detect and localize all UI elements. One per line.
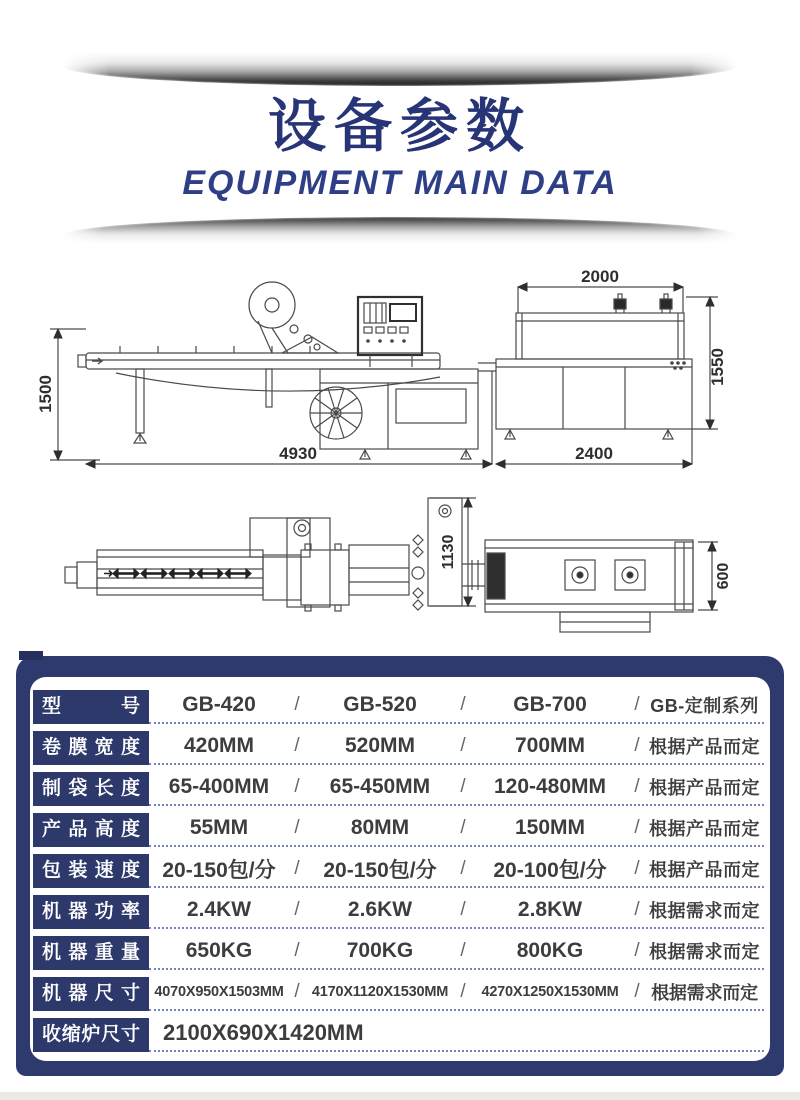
dim-1130: 1130 [440,535,457,570]
footer-strip [0,1092,800,1100]
spec-label: 包装速度 [33,854,149,888]
spec-value: 650KG [185,939,253,963]
spec-row-model [33,683,764,724]
spec-value: 4070X950X1503MM [154,984,284,1001]
slash-separator: / [634,940,640,962]
slash-separator: / [460,776,466,798]
spec-row-packing-speed [33,847,764,888]
spec-label: 收缩炉尺寸 [33,1018,149,1052]
header [0,0,800,243]
slash-separator: / [634,899,640,921]
spec-label: 产品高度 [33,813,149,847]
slash-separator: / [634,817,640,839]
spec-row-bag-length [33,765,764,806]
spec-value: 4170X1120X1530MM [311,984,449,1001]
spec-value: 800KG [516,939,584,963]
spec-value: GB-700 [513,693,587,717]
machine-side-view-drawing [20,267,780,472]
spec-label: 机器重量 [33,936,149,970]
spec-value: 420MM [183,734,255,758]
spec-row-film-width [33,724,764,765]
spec-value: 65-400MM [168,775,270,799]
spec-row-machine-size [33,970,764,1011]
slash-separator: / [634,694,640,716]
spec-values [149,811,764,847]
spec-value: GB-420 [182,693,256,717]
slash-separator: / [294,940,300,962]
spec-row-shrink-oven-size [33,1011,764,1052]
dim-2400: 2400 [575,444,613,464]
slash-separator: / [294,858,300,880]
spec-label: 型号 [33,690,149,724]
dim-1550: 1550 [708,348,727,387]
spec-values [149,975,764,1011]
spec-panel [16,656,784,1076]
dim-2000: 2000 [581,267,619,287]
spec-value: 80MM [350,816,410,840]
spec-value: 20-100包/分 [493,859,607,883]
slash-separator: / [294,776,300,798]
slash-separator: / [460,817,466,839]
dim-1500: 1500 [36,375,55,414]
spec-row-machine-power [33,888,764,929]
spec-value: 2.8KW [517,898,583,922]
slash-separator: / [294,817,300,839]
brush-stroke-bottom [62,217,738,243]
spec-value: 700MM [514,734,586,758]
spec-value: 根据产品而定 [649,737,760,758]
spec-label: 机器尺寸 [33,977,149,1011]
page-subtitle: EQUIPMENT MAIN DATA [182,163,618,202]
spec-value: 65-450MM [329,775,431,799]
dim-600: 600 [715,563,732,590]
spec-value: 20-150包/分 [162,859,276,883]
spec-value: 2.6KW [347,898,413,922]
spec-values [149,729,764,765]
spec-values [149,688,764,724]
slash-separator: / [294,694,300,716]
slash-separator: / [294,981,300,1003]
slash-separator: / [460,899,466,921]
spec-value: 55MM [189,816,249,840]
spec-values [149,893,764,929]
spec-values [149,770,764,806]
spec-row-machine-weight [33,929,764,970]
slash-separator: / [460,735,466,757]
spec-values [149,852,764,888]
slash-separator: / [294,735,300,757]
spec-value: 根据产品而定 [649,819,760,840]
spec-value: 150MM [514,816,586,840]
spec-value: 520MM [344,734,416,758]
spec-card [30,677,770,1061]
slash-separator: / [634,735,640,757]
spec-value: 700KG [346,939,414,963]
spec-values [149,1016,764,1052]
spec-value: 120-480MM [493,775,607,799]
spec-label: 卷膜宽度 [33,731,149,765]
page-title: 设备参数 [267,94,532,159]
slash-separator: / [460,981,466,1003]
spec-value: 4270X1250X1530MM [481,984,619,1001]
slash-separator: / [460,694,466,716]
slash-separator: / [294,899,300,921]
machine-top-view-drawing [20,490,780,640]
spec-value: 根据需求而定 [649,942,760,963]
spec-value: 2100X690X1420MM [163,1020,364,1046]
spec-value: 根据产品而定 [649,860,760,881]
slash-separator: / [460,858,466,880]
slash-separator: / [634,981,640,1003]
spec-label: 机器功率 [33,895,149,929]
slash-separator: / [634,776,640,798]
spec-value: 根据需求而定 [651,983,758,1004]
spec-value: GB-520 [343,693,417,717]
spec-label: 制袋长度 [33,772,149,806]
dim-4930: 4930 [279,444,317,464]
spec-value: 2.4KW [186,898,252,922]
slash-separator: / [460,940,466,962]
spec-values [149,934,764,970]
spec-row-product-height [33,806,764,847]
spec-value: 根据需求而定 [649,901,760,922]
brush-stroke-top [62,52,738,86]
spec-value: GB-定制系列 [650,696,759,717]
spec-value: 根据产品而定 [649,778,760,799]
spec-value: 20-150包/分 [323,859,437,883]
slash-separator: / [634,858,640,880]
